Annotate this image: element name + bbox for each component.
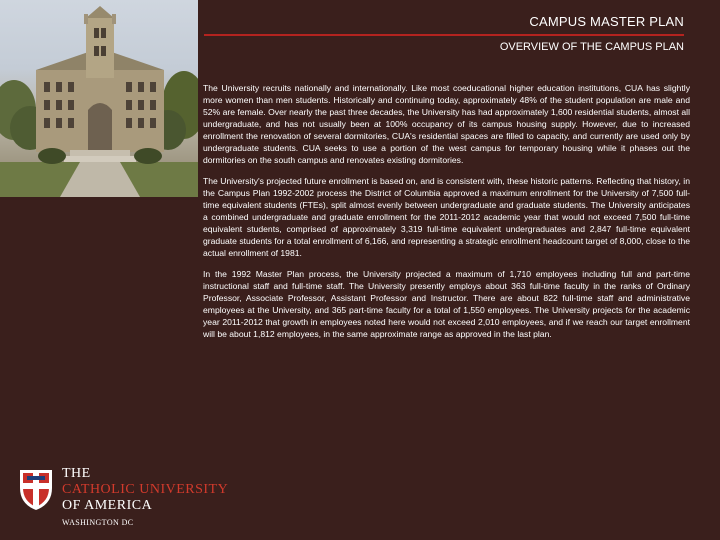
campus-building-photo: [0, 0, 198, 197]
paragraph-3: In the 1992 Master Plan process, the University projected a maximum of 1,710 employees including full and part-time instructional staff and full-time staff. The University presently employs about 363 full-time faculty in the ranks of Ordinary Professor, Associate Professor, Assistant Professor and Instructor. There are about 822 full-time staff and administrative employees at the University, and 365 part-time faculty for a total of 1,550 employees. The University projects for the academic year 2011-2012 that growth in employees noted here would not exceed 2,010 employees, and if we reach our target enrollment will be about 1,812 employees, in the same approximate range as approved in the last plan.: [203, 269, 690, 339]
logo-line-3: OF AMERICA: [62, 498, 153, 513]
crest-icon: [18, 466, 54, 512]
logo-line-2: CATHOLIC UNIVERSITY: [62, 482, 229, 497]
logo-line-1: THE: [62, 466, 91, 481]
logo-wordmark: [62, 466, 228, 531]
page-subtitle: OVERVIEW OF THE CAMPUS PLAN: [499, 41, 684, 53]
logo-line-4: WASHINGTON DC: [62, 518, 134, 527]
paragraph-1: The University recruits nationally and internationally. Like most coeducational higher education institutions, CUA has slightly more women than men students. Historically and continuing today, approximately 48% of the student population are male and 52% are female. Over nearly the past three decades, the University has had approximately 1,600 residential students, almost all undergraduate, and has not usually been at 100% occupancy of its campus housing supply. However, due to increased enrollment the renovation of several dormitories, CUA's residential spaces are filled to capacity, and currently are used only by undergraduate students. CUA seeks to use a portion of the west campus for temporary housing while it phases out the dormitories on the south campus and renovates existing dormitories.: [203, 83, 690, 165]
page-title: CAMPUS MASTER PLAN: [529, 14, 684, 29]
building-illustration: [0, 0, 198, 197]
university-logo: [18, 466, 229, 530]
paragraph-2: The University's projected future enrollment is based on, and is consistent with, these historic patterns. Reflecting that history, in the Campus Plan 1992-2002 process the District of Columbia approved a maximum enrollment for the University of 7,500 full-time equivalent students (FTEs), split almost evenly between undergraduate and graduate students. The University anticipates a combined undergraduate and graduate enrollment for the 2011-2012 academic year that would not exceed 7,500 full-time equivalent students, comprised of approximately 3,319 full-time equivalent undergraduates and 2,847 full-time equivalent graduate students for a total enrollment of 6,166, and representing a strategic enrollment headcount target of 8,000, close to the actual enrollment of 1981.: [203, 176, 690, 258]
header-divider: [204, 34, 684, 36]
body-text: [203, 82, 690, 349]
